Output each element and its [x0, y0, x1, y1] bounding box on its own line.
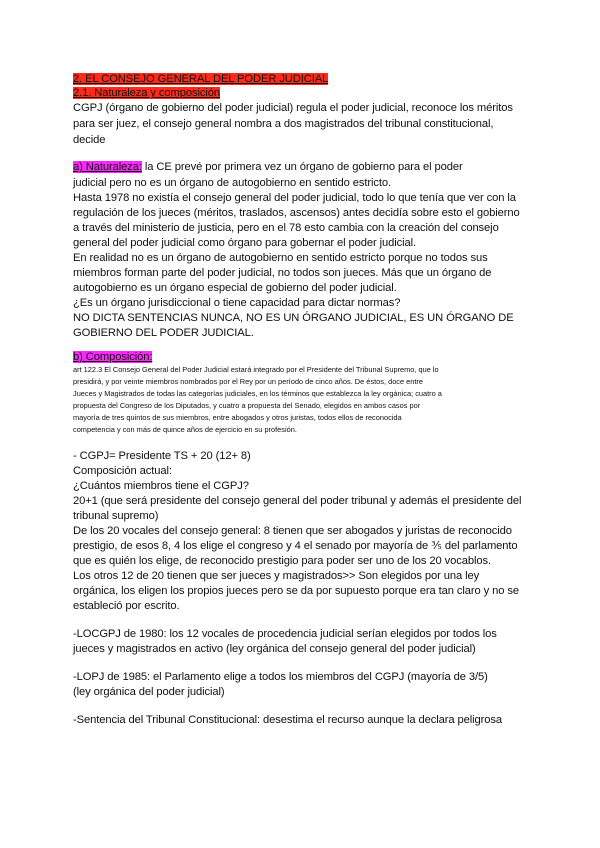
naturaleza-line: miembros forman parte del poder judicial, no todos son jueces. Más que un órgano de [73, 267, 492, 279]
lopj-1985-line: -LOPJ de 1985: el Parlamento elige a todos los miembros del CGPJ (mayoría de 3/5) [73, 671, 488, 683]
composicion-line: tribunal supremo) [73, 510, 159, 522]
article-line: competencia y con más de quince años de ejercicio en su profesión. [73, 425, 297, 434]
naturaleza-label: a) Naturaleza: [73, 161, 142, 173]
article-line: mayoría de tres quintos de sus miembros, entre abogados y otros juristas, todos ellos de reconocida [73, 413, 402, 422]
naturaleza-line: Hasta 1978 no existía el consejo general del poder judicial, todo lo que tenía que ver con la [73, 192, 516, 204]
sentencia-line: -Sentencia del Tribunal Constitucional: desestima el recurso aunque la declara peligrosa [73, 714, 503, 726]
naturaleza-line: general del poder judicial como órgano para gobernar el poder judicial. [73, 237, 417, 249]
composicion-heading [73, 350, 152, 364]
subsection-heading [73, 86, 220, 100]
composicion-line: estableció por escrito. [73, 600, 180, 612]
article-line: propuesta del Congreso de los Diputados, y cuatro a propuesta del Senado, elegidos en ambos casos por [73, 401, 421, 410]
naturaleza-line: NO DICTA SENTENCIAS NUNCA, NO ES UN ÓRGANO JUDICIAL, ES UN ÓRGANO DE [73, 312, 514, 324]
intro-line: decide [73, 134, 106, 146]
intro-line: CGPJ (órgano de gobierno del poder judicial) regula el poder judicial, reconoce los méritos [73, 102, 513, 114]
composicion-line: De los 20 vocales del consejo general: 8 tienen que ser abogados y juristas de reconocido [73, 525, 512, 537]
composicion-line: Los otros 12 de 20 tienen que ser jueces y magistrados>> Son elegidos por una ley [73, 570, 480, 582]
naturaleza-line: ¿Es un órgano jurisdiccional o tiene capacidad para dictar normas? [73, 297, 401, 309]
article-line: art 122.3 El Consejo General del Poder Judicial estará integrado por el Presidente del Tribunal Supremo, que lo [73, 365, 439, 374]
locgpj-1980-line: -LOCGPJ de 1980: los 12 vocales de procedencia judicial serían elegidos por todos los [73, 628, 497, 640]
naturaleza-first-line [73, 160, 463, 174]
heading-highlight: 2. EL CONSEJO GENERAL DEL PODER JUDICIAL [73, 73, 329, 85]
composicion-line: ¿Cuántos miembros tiene el CGPJ? [73, 480, 249, 492]
composicion-line: Composición actual: [73, 465, 172, 477]
article-line: presidirá, y por veinte miembros nombrados por el Rey por un período de cinco años. De éstos, doce entre [73, 377, 424, 386]
composicion-line: orgánica, los eligen los propios jueces pero se da por supuesto porque era tan claro y no se [73, 585, 520, 597]
section-heading [73, 72, 328, 86]
intro-line: para ser juez, el consejo general nombra a dos magistrados del tribunal constitucional, [73, 118, 494, 130]
subheading-highlight: 2.1. Naturaleza y composición [73, 87, 220, 99]
naturaleza-line: judicial pero no es un órgano de autogobierno en sentido estricto. [73, 177, 392, 189]
composicion-line: prestigio, de esos 8, 4 los elige el congreso y 4 el senado por mayoría de ⅗ del parlamento [73, 540, 518, 552]
naturaleza-line: a través del ministerio de justicia, pero en el 78 esto cambia con la creación del consejo [73, 222, 499, 234]
composicion-line: 20+1 (que será presidente del consejo general del poder tribunal y además el presidente del [73, 495, 522, 507]
article-line: Jueces y Magistrados de todas las categorías judiciales, en los términos que establezca la ley orgánica; cuatro a [73, 389, 442, 398]
naturaleza-line: En realidad no es un órgano de autogobierno en sentido estricto porque no todos sus [73, 252, 488, 264]
naturaleza-line: GOBIERNO DEL PODER JUDICIAL. [73, 327, 254, 339]
composicion-label: b) Composición: [73, 351, 153, 363]
lopj-1985-line: (ley orgánica del poder judicial) [73, 686, 225, 698]
locgpj-1980-line: jueces y magistrados en activo (ley orgánica del consejo general del poder judicial) [73, 643, 476, 655]
composicion-line: que es quién los elige, de reconocido prestigio para poder ser uno de los 20 vocablos. [73, 555, 492, 567]
composicion-line: - CGPJ= Presidente TS + 20 (12+ 8) [73, 450, 251, 462]
naturaleza-line: autogobierno es un órgano especial de gobierno del poder judicial. [73, 282, 397, 294]
naturaleza-line: regulación de los jueces (méritos, traslados, ascensos) antes decidía sobre esto el gobierno [73, 207, 520, 219]
naturaleza-text: la CE prevé por primera vez un órgano de gobierno para el poder [141, 161, 463, 173]
